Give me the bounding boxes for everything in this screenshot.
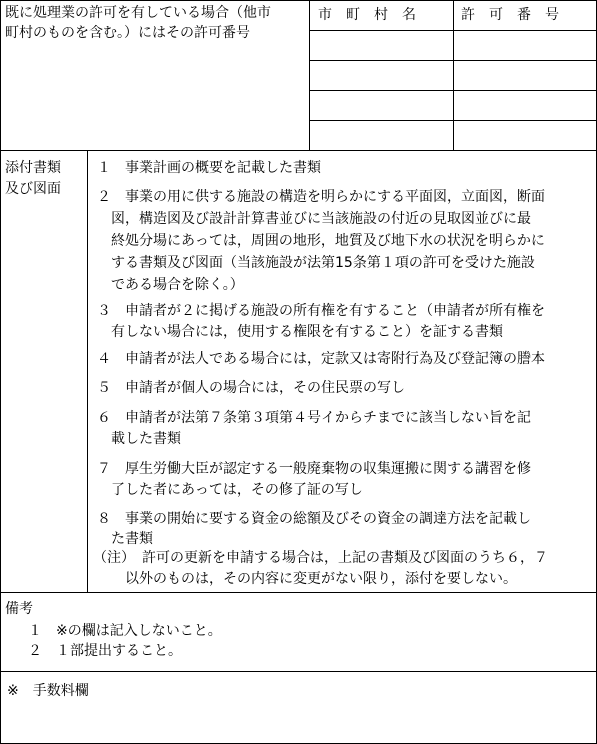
remarks-item-2: ２ １部提出すること。 (28, 643, 182, 659)
permit-entry-cell[interactable] (454, 61, 596, 90)
permit-entry-cell[interactable] (310, 121, 453, 150)
border-top (0, 0, 597, 1)
border-left (0, 0, 1, 744)
attachment-item-7-line-2: 了した者にあっては，その修了証の写し (111, 482, 363, 498)
attachment-item-3-line-1: ３ 申請者が２に掲げる施設の所有権を有すること（申請者が所有権を (97, 303, 545, 319)
attachment-item-4-line-1: ４ 申請者が法人である場合には，定款又は寄附行為及び登記簿の謄本 (97, 351, 545, 367)
remarks-title: 備考 (5, 601, 33, 617)
divider-remarks-bottom (0, 671, 597, 672)
attachment-item-2-line-1: ２ 事業の用に供する施設の構造を明らかにする平面図，立面図，断面 (97, 189, 545, 205)
attachment-item-1-line-1: １ 事業計画の概要を記載した書類 (97, 160, 321, 176)
permit-entry-cell[interactable] (310, 31, 453, 60)
permit-entry-cell[interactable] (454, 31, 596, 60)
attachments-label-line-1: 添付書類 (5, 160, 61, 176)
prior-permit-text-line-1: 既に処理業の許可を有している場合（他市 (5, 5, 271, 21)
permit-entry-cell[interactable] (454, 91, 596, 120)
permit-entry-cell[interactable] (310, 91, 453, 120)
attachment-item-2-line-4: する書類及び図面（当該施設が法第15条第１項の許可を受けた施設 (111, 255, 535, 271)
prior-permit-text-line-2: 町村のものを含む。）にはその許可番号 (5, 25, 250, 41)
attachment-item-8-line-1: ８ 事業の開始に要する資金の総額及びその資金の調達方法を記載し (97, 511, 531, 527)
attachments-note-line-1: （注） 許可の更新を申請する場合は，上記の書類及び図面のうち６，７ (93, 550, 548, 566)
attachments-label-line-2: 及び図面 (5, 181, 61, 197)
attachments-note-line-2: 以外のものは，その内容に変更がない限り，添付を要しない。 (125, 571, 517, 587)
attachment-item-7-line-1: ７ 厚生労働大臣が認定する一般廃棄物の収集運搬に関する講習を修 (97, 461, 531, 477)
attachment-item-2-line-2: 図，構造図及び設計計算書並びに当該施設の付近の見取図並びに最 (111, 211, 531, 227)
attachment-item-3-line-2: 有しない場合には，使用する権限を有すること）を証する書類 (111, 324, 503, 340)
attachment-item-6-line-1: ６ 申請者が法第７条第３項第４号イからチまでに該当しない旨を記 (97, 410, 531, 426)
attachment-item-8-line-2: た書類 (111, 531, 153, 547)
attachment-item-2-line-3: 終処分場にあっては，周囲の地形，地質及び地下水の状況を明らかに (111, 233, 545, 249)
column-header-municipality: 市 町 村 名 (318, 7, 416, 23)
permit-entry-cell[interactable] (310, 61, 453, 90)
attachment-item-6-line-2: 載した書類 (111, 431, 181, 447)
permit-entry-cell[interactable] (454, 121, 596, 150)
fee-label: ※ 手数料欄 (7, 683, 89, 699)
fee-entry-area[interactable] (1, 702, 596, 743)
divider-attachments-bottom (0, 592, 597, 593)
attachment-item-5-line-1: ５ 申請者が個人の場合には，その住民票の写し (97, 380, 405, 396)
divider-permit-bottom (0, 150, 597, 151)
attachments-label-divider (87, 150, 88, 592)
remarks-item-1: １ ※の欄は記入しないこと。 (28, 623, 222, 639)
column-header-permit-number: 許 可 番 号 (461, 7, 559, 23)
attachment-item-2-line-5: である場合を除く。） (111, 277, 244, 293)
